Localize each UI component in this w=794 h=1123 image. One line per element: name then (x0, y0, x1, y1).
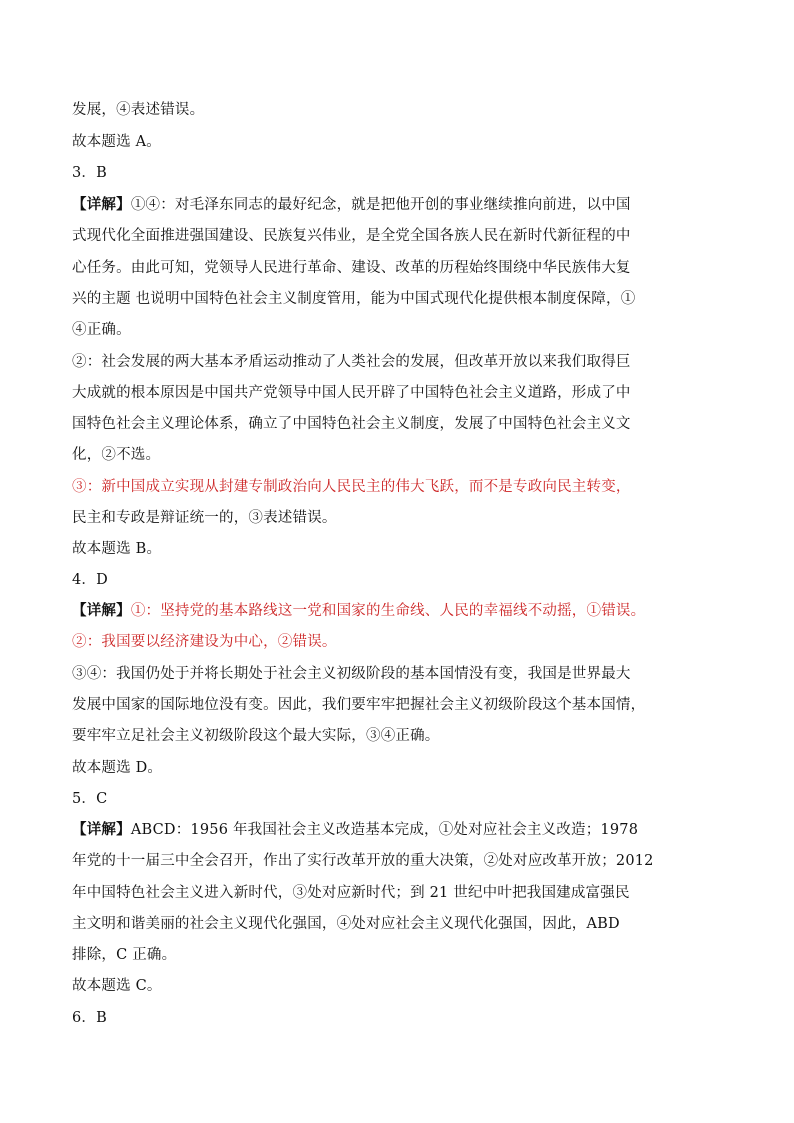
text-line: 故本题选 C。 (72, 978, 162, 994)
detail-tag: 【详解】 (72, 821, 131, 838)
text-line: ③④：我国仍处于并将长期处于社会主义初级阶段的基本国情没有变，我国是世界最大 (72, 666, 631, 682)
detail-tag: 【详解】 (72, 602, 131, 619)
text-line: 故本题选 D。 (72, 760, 163, 776)
explanation-line: 【详解】①：坚持党的基本路线这一党和国家的生命线、人民的幸福线不动摇，①错误。 (72, 602, 646, 619)
text-line: 心任务。由此可知，党领导人民进行革命、建设、改革的历程始终围绕中华民族伟大复 (72, 260, 631, 276)
text-line: 发展，④表述错误。 (72, 102, 205, 118)
text-line: 排除，C 正确。 (72, 947, 177, 963)
detail-tag: 【详解】 (72, 196, 131, 213)
text-line: 故本题选 B。 (72, 541, 162, 557)
question-number: 5．C (72, 791, 108, 807)
explanation-line: 【详解】①④：对毛泽东同志的最好纪念，就是把他开创的事业继续推向前进，以中国 (72, 196, 631, 213)
text-line: 主文明和谐美丽的社会主义现代化强国，④处对应社会主义现代化强国，因此，ABD (72, 916, 620, 932)
text-line: 故本题选 A。 (72, 134, 161, 150)
text-line: ④正确。 (72, 322, 131, 338)
text-line: 大成就的根本原因是中国共产党领导中国人民开辟了中国特色社会主义道路，形成了中 (72, 385, 631, 401)
question-number: 3．B (72, 165, 107, 181)
text-line: 年中国特色社会主义进入新时代，③处对应新时代；到 21 世纪中叶把我国建成富强民 (72, 885, 630, 901)
text-line: 国特色社会主义理论体系，确立了中国特色社会主义制度，发展了中国特色社会主义文 (72, 416, 631, 432)
text-line: 式现代化全面推进强国建设、民族复兴伟业，是全党全国各族人民在新时代新征程的中 (72, 228, 631, 244)
text-line-red: ③：新中国成立实现从封建专制政治向人民民主的伟大飞跃，而不是专政向民主转变， (72, 479, 631, 495)
text-line-red: ②：我国要以经济建设为中心，②错误。 (72, 634, 337, 650)
text-line: 兴的主题 也说明中国特色社会主义制度管用，能为中国式现代化提供根本制度保障，① (72, 291, 636, 307)
text-line: 民主和专政是辩证统一的，③表述错误。 (72, 510, 337, 526)
text-line: ②：社会发展的两大基本矛盾运动推动了人类社会的发展，但改革开放以来我们取得巨 (72, 354, 631, 370)
text-line: 年党的十一届三中全会召开，作出了实行改革开放的重大决策，②处对应改革开放；2012 (72, 853, 654, 869)
text-line: 要牢牢立足社会主义初级阶段这个最大实际，③④正确。 (72, 728, 440, 744)
question-number: 6．B (72, 1010, 107, 1026)
explanation-line: 【详解】ABCD：1956 年我国社会主义改造基本完成，①处对应社会主义改造；1978 (72, 821, 639, 838)
text-line: 发展中国家的国际地位没有变。因此，我们要牢牢把握社会主义初级阶段这个基本国情， (72, 697, 646, 713)
question-number: 4．D (72, 572, 108, 588)
text-line: 化，②不选。 (72, 447, 161, 463)
